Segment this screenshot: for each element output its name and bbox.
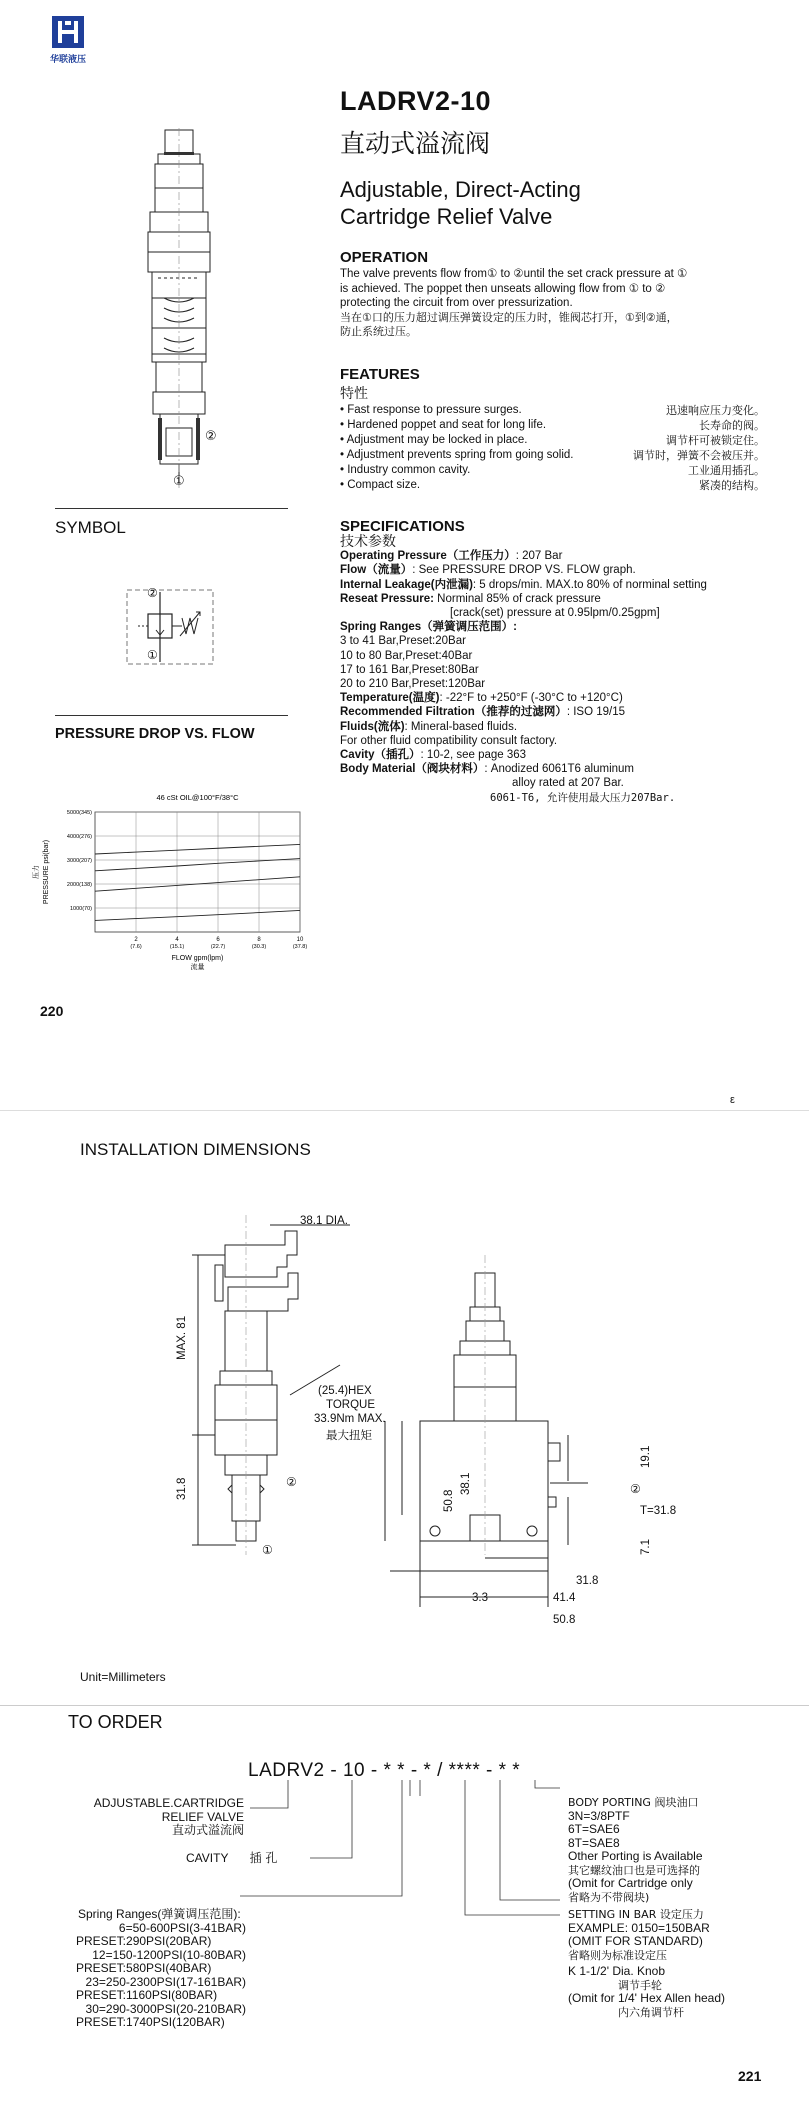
order-spring-row <box>68 1976 368 2003</box>
spec-value: : Mineral-based fluids. <box>404 720 518 733</box>
subtitle-line-1: Adjustable, Direct-Acting <box>340 177 581 202</box>
symbol-title: SYMBOL <box>55 518 126 537</box>
spec-row <box>340 705 790 719</box>
knob-line: 内六角调节杆 <box>618 2005 684 2019</box>
porting-line: 8T=SAE8 <box>568 1835 620 1850</box>
unit-label: Unit=Millimeters <box>80 1670 166 1684</box>
symbol-port-1: ① <box>147 648 158 662</box>
dim-torque-cn: 最大扭矩 <box>326 1428 372 1442</box>
spring-range: 6=50-600PSI(3-41BAR) <box>118 1920 246 1935</box>
x-tick-label: 8 <box>257 937 261 943</box>
dim-31-8: 31.8 <box>176 1477 188 1500</box>
spec-title-en: SPECIFICATIONS <box>340 518 465 535</box>
spec-value: Norminal 85% of crack pressure <box>433 592 601 605</box>
spec-row <box>340 720 790 734</box>
feature-cn: 工业通用插孔。 <box>688 464 765 477</box>
operation-section <box>340 249 780 340</box>
spec-label: Internal Leakage(内泄漏) <box>340 578 473 591</box>
spec-row: alloy rated at 207 Bar. <box>512 777 624 790</box>
dim-dia: 38.1 DIA. <box>300 1215 348 1227</box>
y-tick-label: 1000(70) <box>69 906 92 912</box>
spec-label: Spring Ranges（弹簧调压范围）: <box>340 621 517 634</box>
spec-row <box>340 563 790 577</box>
order-spring-row <box>68 1922 368 1949</box>
inst-port-1-left: ① <box>262 1543 273 1557</box>
feature-en: • Fast response to pressure surges. <box>340 404 522 416</box>
x-tick-sublabel: (7.6) <box>130 944 142 950</box>
spec-value: : 5 drops/min. MAX.to 80% of norminal setting <box>472 578 707 591</box>
spring-range: 12=150-1200PSI(10-80BAR) <box>92 1947 246 1962</box>
dim-50-8: 50.8 <box>443 1489 455 1512</box>
page-mark: ε <box>730 1094 735 1106</box>
list-item <box>340 478 765 493</box>
y-axis-label-cn: 压力 <box>33 865 40 879</box>
spring-preset: PRESET:1740PSI(120BAR) <box>76 2015 225 2029</box>
order-porting <box>568 1796 798 1904</box>
spring-preset: PRESET:290PSI(20BAR) <box>76 1934 212 1948</box>
inst-port-2-left: ② <box>286 1475 297 1489</box>
knob-line: K 1-1/2' Dia. Knob <box>568 1964 666 1978</box>
dim-41-4: 41.4 <box>553 1592 576 1604</box>
spec-value: : ISO 19/15 <box>566 706 626 719</box>
feature-cn: 迅速响应压力变化。 <box>666 404 765 417</box>
y-tick-label: 5000(345) <box>66 810 92 816</box>
x-axis-label-cn: 流量 <box>190 964 205 971</box>
spec-value: : Anodized 6061T6 aluminum <box>484 763 634 776</box>
spec-label: Operating Pressure（工作压力） <box>340 550 516 563</box>
spring-preset: PRESET:1160PSI(80BAR) <box>76 1988 218 2002</box>
order-title: TO ORDER <box>68 1712 163 1732</box>
spec-row: [crack(set) pressure at 0.95lpm/0.25gpm] <box>450 607 660 620</box>
order-adj-cn: 直动式溢流阀 <box>171 1823 244 1837</box>
spec-row: 10 to 80 Bar,Preset:40Bar <box>340 649 473 662</box>
spring-range: 23=250-2300PSI(17-161BAR) <box>85 1974 246 1989</box>
spec-label: Fluids(流体) <box>340 720 405 733</box>
spec-label: Temperature(温度) <box>340 692 440 705</box>
inst-port-2-right: ② <box>630 1482 641 1496</box>
spec-value: : 10-2, see page 363 <box>420 749 527 762</box>
feature-en: • Hardened poppet and seat for long life. <box>340 419 547 431</box>
porting-line: (Omit for Cartridge only <box>568 1876 693 1890</box>
dim-max81: MAX. 81 <box>176 1315 188 1360</box>
model-title: LADRV2-10 <box>340 86 492 116</box>
drawing-port-2: ② <box>205 428 217 443</box>
symbol-port-2: ② <box>147 586 158 600</box>
operation-title: OPERATION <box>340 249 429 266</box>
features-section <box>340 366 765 493</box>
series-line-1 <box>95 910 300 920</box>
pressure-drop-title: PRESSURE DROP VS. FLOW <box>55 726 255 742</box>
spec-row <box>340 549 790 563</box>
setting-line: (OMIT FOR STANDARD) <box>568 1934 703 1948</box>
x-tick-sublabel: (37.8) <box>292 944 308 950</box>
pressure-drop-chart <box>20 788 320 983</box>
divider <box>0 1705 809 1706</box>
operation-line: The valve prevents flow from① to ②until the set crack pressure at ① <box>340 268 688 280</box>
chart-title: 46 cSt OIL@100°F/38°C <box>156 793 239 802</box>
x-axis-label: FLOW gpm(lpm) <box>171 955 224 962</box>
installation-drawing <box>170 1215 690 1635</box>
operation-line: 当在①口的压力超过调压弹簧设定的压力时，锥阀芯打开，①到②通， <box>340 310 678 324</box>
dim-19-1: 19.1 <box>640 1445 652 1468</box>
order-adj-line: RELIEF VALVE <box>161 1809 244 1824</box>
knob-line: (Omit for 1/4' Hex Allen head) <box>568 1991 726 2005</box>
list-item <box>340 403 765 418</box>
spec-row <box>340 748 790 762</box>
series-line-3 <box>95 859 300 871</box>
product-subtitle <box>340 176 581 230</box>
dim-50-8-bottom: 50.8 <box>553 1614 576 1626</box>
feature-en: • Adjustment prevents spring from going solid. <box>340 449 574 461</box>
porting-line: 省略为不带阀块) <box>568 1890 650 1904</box>
page-number-left: 220 <box>40 1003 64 1019</box>
feature-en: • Compact size. <box>340 479 421 491</box>
setting-line: 省略则为标准设定压 <box>568 1948 667 1962</box>
dim-38-1: 38.1 <box>460 1472 472 1495</box>
spec-value: : 207 Bar <box>515 550 563 563</box>
order-adj-line: ADJUSTABLE.CARTRIDGE <box>93 1796 244 1810</box>
spec-row: 3 to 41 Bar,Preset:20Bar <box>340 635 466 648</box>
y-tick-label: 2000(138) <box>66 882 92 888</box>
feature-cn: 紧凑的结构。 <box>699 479 765 492</box>
list-item <box>340 448 765 463</box>
spec-row <box>340 762 790 776</box>
spec-label: Recommended Filtration（推荐的过滤网） <box>340 706 567 719</box>
porting-line: 3N=3/8PTF <box>568 1808 630 1823</box>
porting-line: 其它螺纹油口也是可选择的 <box>568 1863 700 1877</box>
order-setting <box>568 1908 798 1962</box>
dim-torque-value: 33.9Nm MAX. <box>314 1413 386 1425</box>
spring-range: 30=290-3000PSI(20-210BAR) <box>85 2001 246 2016</box>
feature-cn: 调节杆可被锁定住。 <box>666 434 765 447</box>
x-tick-sublabel: (22.7) <box>210 944 226 950</box>
specifications-title <box>340 518 465 535</box>
dim-3-3: 3.3 <box>472 1592 488 1604</box>
dim-31-8-bottom: 31.8 <box>576 1575 599 1587</box>
dim-thread: T=31.8 <box>640 1505 677 1517</box>
x-tick-label: 10 <box>296 937 304 943</box>
feature-en: • Industry common cavity. <box>340 464 471 476</box>
model-title-cn: 直动式溢流阀 <box>340 129 491 158</box>
order-code: LADRV2 - 10 - * * - * / **** - * * <box>248 1760 521 1781</box>
operation-line: is achieved. The poppet then unseats allowing flow from ① to ② <box>340 282 666 295</box>
spec-label: Reseat Pressure: <box>340 592 434 605</box>
page-number-right: 221 <box>738 2068 762 2084</box>
logo-text: 华联液压 <box>49 54 86 64</box>
divider <box>55 508 288 509</box>
y-tick-label: 4000(276) <box>66 834 92 840</box>
spec-row <box>340 578 790 592</box>
features-title: FEATURES <box>340 366 420 383</box>
porting-line: 6T=SAE6 <box>568 1822 620 1836</box>
feature-en: • Adjustment may be locked in place. <box>340 434 528 446</box>
x-tick-label: 6 <box>216 937 220 943</box>
plot-frame <box>95 812 300 932</box>
subtitle-line-2: Cartridge Relief Valve <box>340 204 553 229</box>
spec-label: Flow（流量） <box>340 564 413 577</box>
spec-row <box>340 691 790 705</box>
spec-title-cn: 技术参数 <box>340 534 396 550</box>
setting-line: EXAMPLE: 0150=150BAR <box>568 1920 710 1935</box>
spec-value: : -22°F to +250°F (-30°C to +120°C) <box>439 692 623 705</box>
page-divider <box>0 1110 809 1111</box>
order-adjustable <box>82 1797 244 1838</box>
x-tick-label: 2 <box>134 937 138 943</box>
list-item <box>340 463 765 478</box>
installation-title: INSTALLATION DIMENSIONS <box>80 1140 311 1159</box>
order-cavity-cn: 插 孔 <box>249 1851 278 1865</box>
setting-line: SETTING IN BAR 设定压力 <box>568 1908 704 1921</box>
spec-label: Cavity（插孔） <box>340 749 421 762</box>
spring-preset: PRESET:580PSI(40BAR) <box>76 1961 212 1975</box>
order-knob <box>568 1965 798 2019</box>
porting-line: Other Porting is Available <box>568 1849 703 1863</box>
dim-7-1: 7.1 <box>640 1539 652 1555</box>
order-cavity-label: CAVITY <box>186 1851 229 1865</box>
order-springs <box>68 1908 368 2030</box>
spec-row: 6061-T6, 允许使用最大压力207Bar. <box>490 791 676 804</box>
spec-row: 20 to 210 Bar,Preset:120Bar <box>340 678 486 691</box>
list-item <box>340 433 765 448</box>
cartridge-drawing <box>128 128 238 503</box>
order-spring-title: Spring Ranges(弹簧调压范围): <box>78 1907 241 1921</box>
porting-line: BODY PORTING 阀块油口 <box>568 1796 699 1809</box>
spec-row <box>340 620 790 634</box>
features-title-cn: 特性 <box>340 386 368 402</box>
divider <box>55 715 288 716</box>
y-tick-label: 3000(207) <box>66 858 92 864</box>
spec-row: For other fluid compatibility consult factory. <box>340 734 558 747</box>
operation-line: protecting the circuit from over pressurization. <box>340 297 573 309</box>
list-item <box>340 418 765 433</box>
order-spring-row <box>68 2003 368 2030</box>
x-tick-sublabel: (30.3) <box>251 944 267 950</box>
spec-value: : See PRESSURE DROP VS. FLOW graph. <box>412 564 636 577</box>
valve-symbol <box>120 582 220 672</box>
x-tick-label: 4 <box>175 937 179 943</box>
x-tick-sublabel: (15.1) <box>169 944 185 950</box>
logo-mark-icon <box>52 16 84 48</box>
order-spring-row <box>68 1949 368 1976</box>
spec-row <box>340 592 790 606</box>
dim-hex: (25.4)HEX <box>318 1385 372 1397</box>
feature-cn: 调节时，弹簧不会被压并。 <box>633 449 765 462</box>
operation-line: 防止系统过压。 <box>340 325 417 338</box>
drawing-port-1: ① <box>173 473 185 488</box>
dim-torque: TORQUE <box>326 1399 375 1411</box>
spec-label: Body Material（阀块材料） <box>340 763 485 776</box>
knob-line: 调节手轮 <box>618 1978 662 1992</box>
y-axis-label: PRESSURE psi(bar) <box>43 839 50 905</box>
feature-cn: 长寿命的阀。 <box>699 419 765 432</box>
order-cavity <box>186 1852 277 1866</box>
brand-logo <box>38 16 98 74</box>
specifications-section <box>340 535 790 805</box>
spec-row: 17 to 161 Bar,Preset:80Bar <box>340 663 479 676</box>
series-line-4 <box>95 844 300 854</box>
